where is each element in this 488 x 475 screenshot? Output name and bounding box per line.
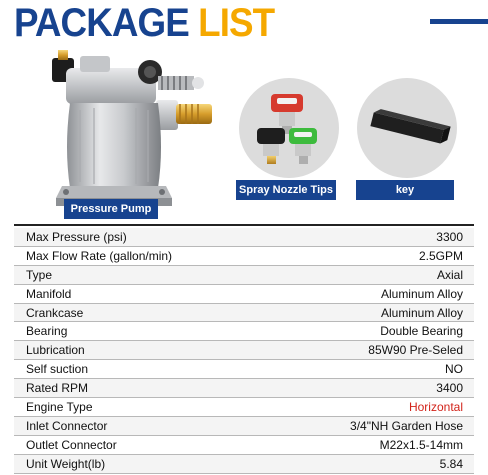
title-part-list: LIST xyxy=(198,1,275,45)
spec-value: Aluminum Alloy xyxy=(244,284,474,303)
table-row xyxy=(14,360,474,379)
spec-value: 85W90 Pre-Seled xyxy=(244,341,474,360)
table-row xyxy=(14,265,474,284)
spec-value: NO xyxy=(244,360,474,379)
table-row xyxy=(14,398,474,417)
table-row xyxy=(14,341,474,360)
spec-value: Double Bearing xyxy=(244,322,474,341)
spec-name: Self suction xyxy=(14,360,244,379)
pressure-pump-image xyxy=(40,48,230,223)
spray-nozzle-tips-label: Spray Nozzle Tips xyxy=(236,180,336,200)
page-title xyxy=(14,0,274,46)
spec-name: Type xyxy=(14,265,244,284)
table-row xyxy=(14,322,474,341)
spec-name: Lubrication xyxy=(14,341,244,360)
table-row xyxy=(14,379,474,398)
spec-name: Inlet Connector xyxy=(14,416,244,435)
table-row xyxy=(14,435,474,454)
table-row xyxy=(14,284,474,303)
header-accent-line xyxy=(430,19,488,24)
key-label: key xyxy=(356,180,454,200)
spec-name: Crankcase xyxy=(14,303,244,322)
table-row xyxy=(14,228,474,246)
spec-name: Unit Weight(lb) xyxy=(14,454,244,473)
spec-value: 2.5GPM xyxy=(244,246,474,265)
spec-name: Rated RPM xyxy=(14,379,244,398)
spec-value: 5.84 xyxy=(244,454,474,473)
header xyxy=(0,0,488,50)
spray-nozzle-tips-image xyxy=(239,78,339,178)
spec-name: Max Flow Rate (gallon/min) xyxy=(14,246,244,265)
table-top-divider xyxy=(14,224,474,226)
table-row xyxy=(14,454,474,473)
spec-value: M22x1.5-14mm xyxy=(244,435,474,454)
spec-value: Aluminum Alloy xyxy=(244,303,474,322)
spec-name: Max Pressure (psi) xyxy=(14,228,244,246)
spec-name: Bearing xyxy=(14,322,244,341)
spec-value: 3300 xyxy=(244,228,474,246)
spec-value-highlight: Horizontal xyxy=(244,398,474,417)
spec-name: Outlet Connector xyxy=(14,435,244,454)
table-row xyxy=(14,246,474,265)
spec-name: Engine Type xyxy=(14,398,244,417)
table-row xyxy=(14,303,474,322)
spec-value: 3400 xyxy=(244,379,474,398)
spec-value: 3/4"NH Garden Hose xyxy=(244,416,474,435)
key-image xyxy=(357,78,457,178)
pressure-pump-label: Pressure Pump xyxy=(64,199,158,219)
specs-table xyxy=(14,228,474,474)
table-row xyxy=(14,416,474,435)
spec-name: Manifold xyxy=(14,284,244,303)
title-part-package: PACKAGE xyxy=(14,1,189,45)
spec-value: Axial xyxy=(244,265,474,284)
